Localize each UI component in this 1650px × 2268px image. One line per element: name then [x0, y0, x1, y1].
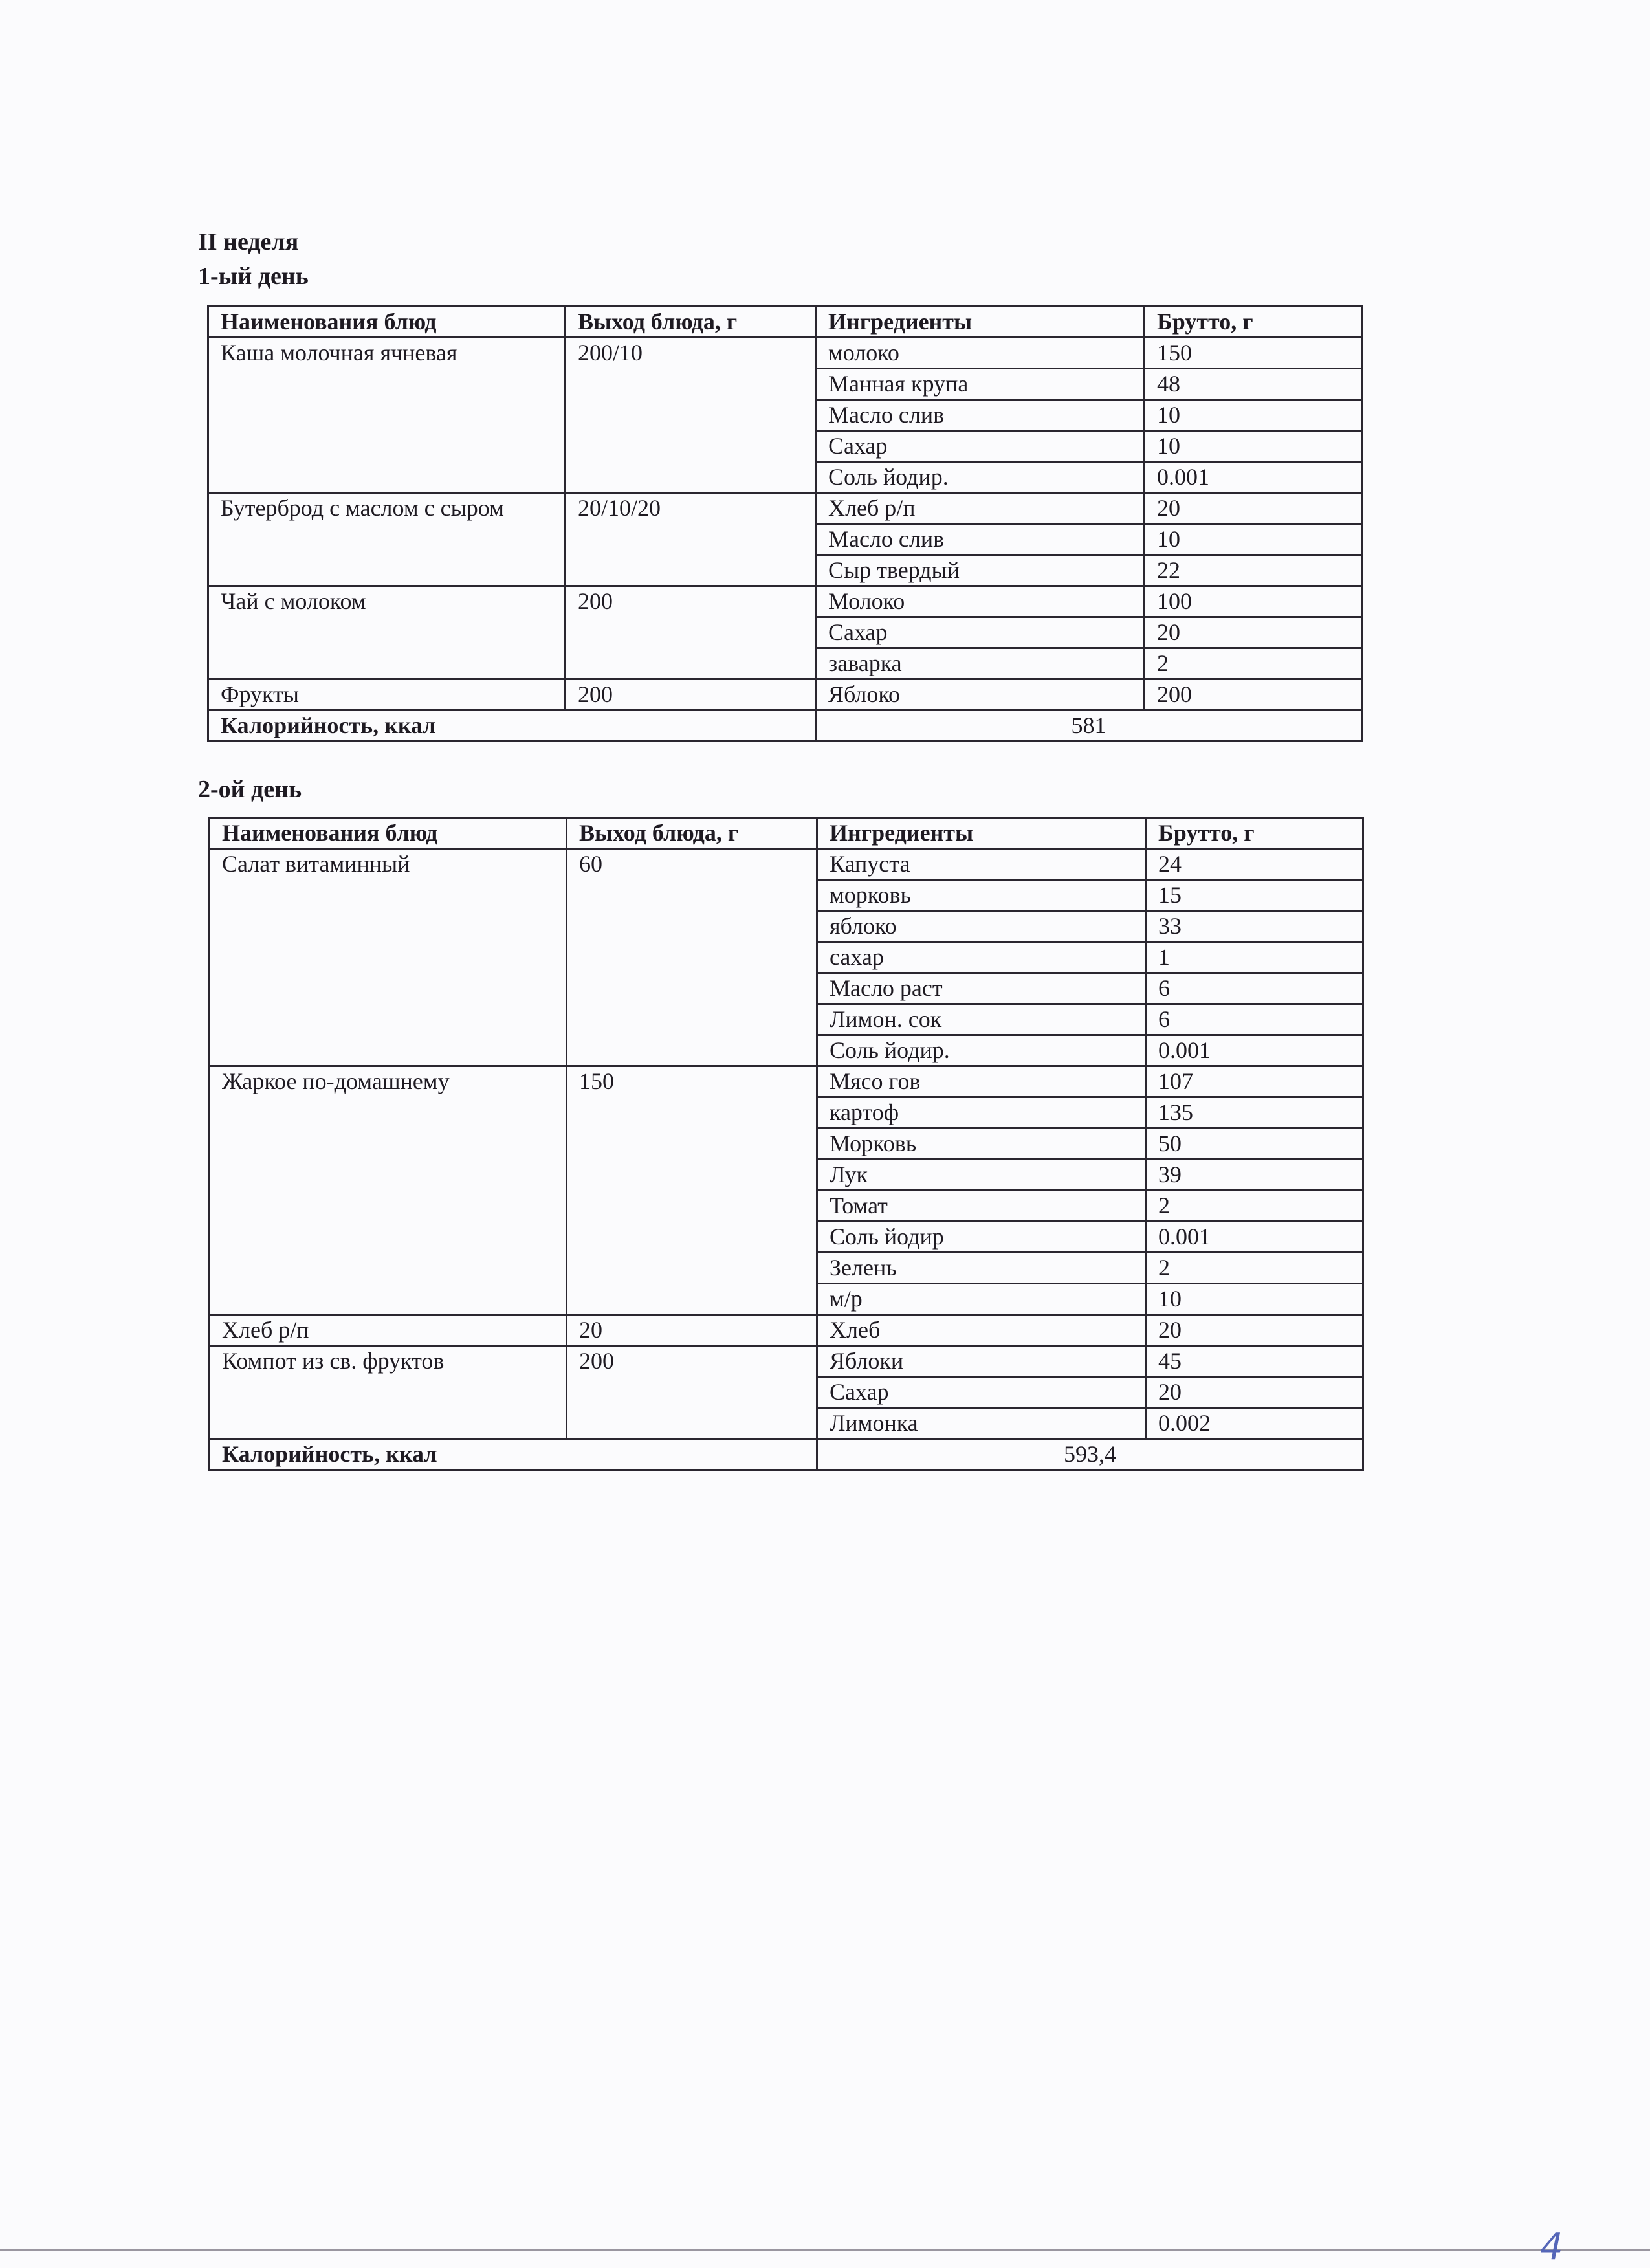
dish-yield: 200	[566, 679, 816, 710]
ingredient-name: м/р	[817, 1284, 1146, 1315]
table-header-row	[208, 307, 1362, 338]
day-1-menu-table	[207, 305, 1363, 742]
ingredient-name: Сахар	[817, 1377, 1146, 1408]
ingredient-name: сахар	[817, 942, 1146, 973]
ingredient-gross: 0.002	[1146, 1408, 1363, 1439]
ingredient-gross: 45	[1146, 1346, 1363, 1377]
column-header: Выход блюда, г	[566, 307, 816, 338]
dish-yield: 20	[567, 1315, 817, 1346]
table-row	[210, 1346, 1363, 1377]
ingredient-name: Морковь	[817, 1128, 1146, 1160]
table-row	[210, 849, 1363, 880]
table-header-row	[210, 818, 1363, 849]
ingredient-name: Сыр твердый	[816, 555, 1145, 586]
dish-yield: 20/10/20	[566, 493, 816, 586]
table-row	[208, 679, 1362, 710]
ingredient-gross: 1	[1146, 942, 1363, 973]
ingredient-name: Соль йодир.	[817, 1035, 1146, 1066]
ingredient-name: Лимон. сок	[817, 1004, 1146, 1035]
ingredient-name: Томат	[817, 1191, 1146, 1222]
dish-yield: 200	[567, 1346, 817, 1439]
page-edge-line	[0, 2249, 1650, 2251]
ingredient-gross: 20	[1145, 493, 1362, 524]
ingredient-name: картоф	[817, 1097, 1146, 1128]
dish-name: Каша молочная ячневая	[208, 338, 566, 493]
ingredient-name: Сахар	[816, 617, 1145, 648]
ingredient-gross: 2	[1145, 648, 1362, 679]
calorie-row	[208, 710, 1362, 742]
ingredient-gross: 50	[1146, 1128, 1363, 1160]
ingredient-gross: 107	[1146, 1066, 1363, 1097]
table-row	[208, 586, 1362, 617]
ingredient-name: Масло раст	[817, 973, 1146, 1004]
column-header: Ингредиенты	[817, 818, 1146, 849]
dish-name: Компот из св. фруктов	[210, 1346, 567, 1439]
ingredient-gross: 20	[1145, 617, 1362, 648]
handwritten-page-number: 4	[1540, 2226, 1563, 2268]
ingredient-gross: 22	[1145, 555, 1362, 586]
ingredient-name: Хлеб р/п	[816, 493, 1145, 524]
day-2-menu-table	[208, 817, 1364, 1471]
ingredient-gross: 0.001	[1146, 1035, 1363, 1066]
ingredient-gross: 39	[1146, 1160, 1363, 1191]
ingredient-name: Сахар	[816, 431, 1145, 462]
ingredient-name: Яблоко	[816, 679, 1145, 710]
calorie-value: 581	[816, 710, 1362, 742]
dish-name: Хлеб р/п	[210, 1315, 567, 1346]
ingredient-name: Соль йодир.	[816, 462, 1145, 493]
ingredient-gross: 24	[1146, 849, 1363, 880]
ingredient-name: Соль йодир	[817, 1222, 1146, 1253]
column-header: Наименования блюд	[208, 307, 566, 338]
day-2-title: 2-ой день	[198, 776, 302, 803]
ingredient-gross: 6	[1146, 1004, 1363, 1035]
dish-yield: 200	[566, 586, 816, 679]
ingredient-gross: 10	[1145, 431, 1362, 462]
ingredient-name: Лимонка	[817, 1408, 1146, 1439]
ingredient-gross: 100	[1145, 586, 1362, 617]
ingredient-gross: 10	[1146, 1284, 1363, 1315]
dish-yield: 60	[567, 849, 817, 1066]
calorie-value: 593,4	[817, 1439, 1363, 1470]
ingredient-name: Манная крупа	[816, 369, 1145, 400]
ingredient-gross: 20	[1146, 1377, 1363, 1408]
ingredient-gross: 0.001	[1145, 462, 1362, 493]
table-row	[210, 1315, 1363, 1346]
dish-name: Жаркое по-домашнему	[210, 1066, 567, 1315]
dish-yield: 200/10	[566, 338, 816, 493]
dish-yield: 150	[567, 1066, 817, 1315]
calorie-row	[210, 1439, 1363, 1470]
ingredient-name: молоко	[816, 338, 1145, 369]
ingredient-name: заварка	[816, 648, 1145, 679]
ingredient-gross: 150	[1145, 338, 1362, 369]
ingredient-name: Яблоки	[817, 1346, 1146, 1377]
ingredient-name: Мясо гов	[817, 1066, 1146, 1097]
table-row	[208, 338, 1362, 369]
ingredient-gross: 10	[1145, 400, 1362, 431]
ingredient-gross: 20	[1146, 1315, 1363, 1346]
column-header: Выход блюда, г	[567, 818, 817, 849]
column-header: Брутто, г	[1146, 818, 1363, 849]
ingredient-name: Масло слив	[816, 524, 1145, 555]
ingredient-gross: 6	[1146, 973, 1363, 1004]
ingredient-name: Молоко	[816, 586, 1145, 617]
ingredient-gross: 48	[1145, 369, 1362, 400]
dish-name: Чай с молоком	[208, 586, 566, 679]
week-title: II неделя	[198, 228, 299, 256]
column-header: Ингредиенты	[816, 307, 1145, 338]
dish-name: Фрукты	[208, 679, 566, 710]
ingredient-gross: 33	[1146, 911, 1363, 942]
ingredient-name: Масло слив	[816, 400, 1145, 431]
ingredient-name: Хлеб	[817, 1315, 1146, 1346]
ingredient-name: морковь	[817, 880, 1146, 911]
ingredient-gross: 135	[1146, 1097, 1363, 1128]
ingredient-gross: 200	[1145, 679, 1362, 710]
ingredient-name: Лук	[817, 1160, 1146, 1191]
table-row	[208, 493, 1362, 524]
ingredient-gross: 0.001	[1146, 1222, 1363, 1253]
column-header: Брутто, г	[1145, 307, 1362, 338]
ingredient-gross: 2	[1146, 1253, 1363, 1284]
dish-name: Салат витаминный	[210, 849, 567, 1066]
table-row	[210, 1066, 1363, 1097]
ingredient-gross: 10	[1145, 524, 1362, 555]
ingredient-gross: 2	[1146, 1191, 1363, 1222]
ingredient-name: Капуста	[817, 849, 1146, 880]
ingredient-name: яблоко	[817, 911, 1146, 942]
calorie-label: Калорийность, ккал	[210, 1439, 817, 1470]
dish-name: Бутерброд с маслом с сыром	[208, 493, 566, 586]
day-1-title: 1-ый день	[198, 263, 309, 290]
ingredient-gross: 15	[1146, 880, 1363, 911]
column-header: Наименования блюд	[210, 818, 567, 849]
ingredient-name: Зелень	[817, 1253, 1146, 1284]
calorie-label: Калорийность, ккал	[208, 710, 816, 742]
